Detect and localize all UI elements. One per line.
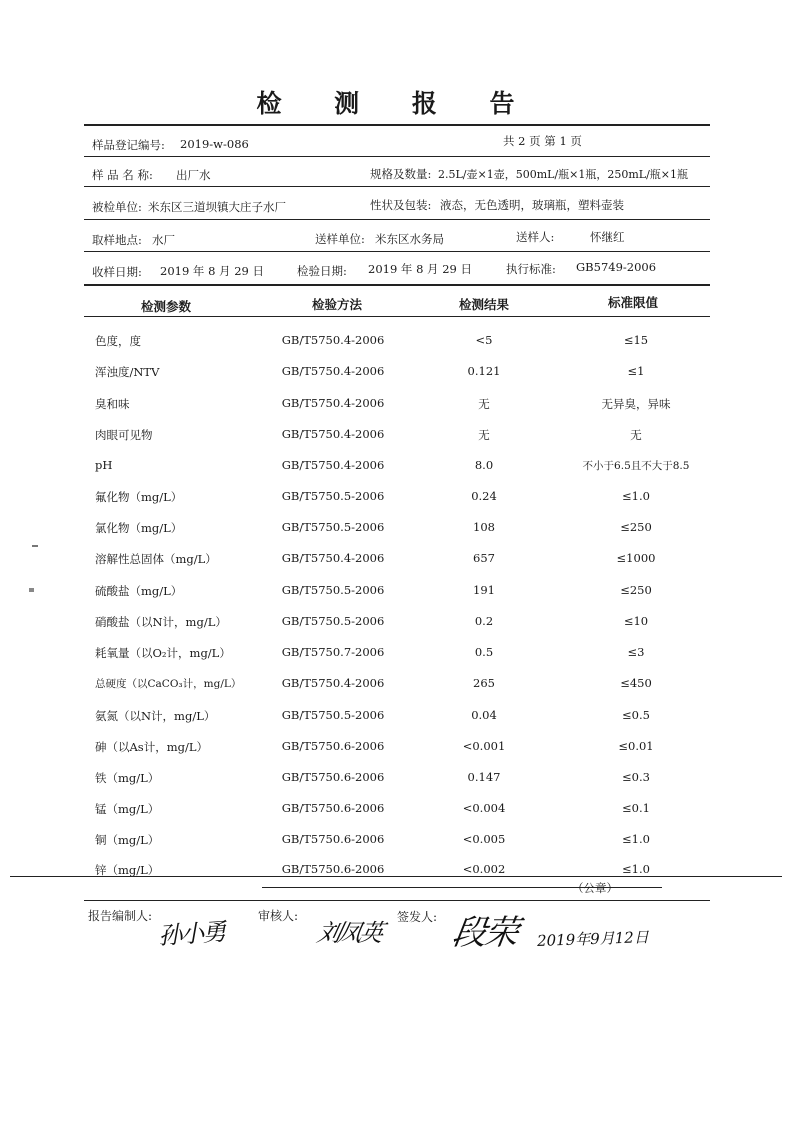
method-cell: GB/T5750.7-2006 <box>281 645 385 659</box>
method-cell: GB/T5750.6-2006 <box>281 739 385 753</box>
param-cell: 溶解性总固体（mg/L） <box>95 552 217 566</box>
reviewer-label: 审核人: <box>258 909 299 923</box>
test-date-label: 检验日期: <box>297 264 347 278</box>
limit-cell: ≤0.5 <box>622 708 650 722</box>
param-cell: 耗氧量（以O₂计，mg/L） <box>95 646 231 660</box>
result-cell: 0.04 <box>471 708 497 722</box>
method-cell: GB/T5750.4-2006 <box>281 676 385 690</box>
method-cell: GB/T5750.5-2006 <box>281 583 385 597</box>
submit-unit-label: 送样单位: <box>315 232 365 246</box>
table-row <box>0 489 793 509</box>
table-row <box>0 645 793 665</box>
info-rule <box>84 186 710 187</box>
param-cell: 臭和味 <box>95 397 130 411</box>
result-cell: <5 <box>475 333 493 347</box>
result-cell: 191 <box>473 583 495 597</box>
result-cell: 265 <box>473 676 495 690</box>
table-row <box>0 862 793 882</box>
param-cell: pH <box>95 458 113 472</box>
table-row <box>0 520 793 540</box>
table-row <box>0 770 793 790</box>
spec-label: 规格及数量: <box>370 167 432 181</box>
limit-cell: 不小于6.5且不大于8.5 <box>582 460 690 472</box>
limit-cell: ≤1.0 <box>622 862 650 876</box>
limit-cell: ≤250 <box>620 583 652 597</box>
editor-label: 报告编制人: <box>88 909 153 923</box>
nature-label: 性状及包装: <box>370 198 432 212</box>
issuer-signature-text: 段荣 <box>449 913 520 953</box>
receive-date-value: 2019 年 8 月 29 日 <box>160 264 264 278</box>
nature-value: 液态，无色透明，玻璃瓶，塑料壶装 <box>440 198 624 212</box>
method-cell: GB/T5750.5-2006 <box>281 614 385 628</box>
limit-cell: ≤1 <box>627 364 645 378</box>
result-cell: 0.24 <box>471 489 497 503</box>
submit-unit-value: 米东区水务局 <box>375 232 444 246</box>
limit-cell: ≤250 <box>620 520 652 534</box>
result-cell: 0.147 <box>467 770 501 784</box>
table-row <box>0 396 793 416</box>
scan-mark <box>32 543 40 551</box>
info-rule <box>84 156 710 157</box>
table-header-rule <box>84 316 710 317</box>
limit-cell: ≤1000 <box>616 551 656 565</box>
param-cell: 肉眼可见物 <box>95 428 153 442</box>
scan-mark <box>29 586 37 596</box>
inspected-unit-label: 被检单位: <box>92 200 142 214</box>
limit-cell: ≤10 <box>623 614 649 628</box>
table-row <box>0 364 793 384</box>
param-cell: 色度，度 <box>95 334 141 348</box>
method-cell: GB/T5750.4-2006 <box>281 551 385 565</box>
table-row <box>0 676 793 696</box>
param-cell: 硫酸盐（mg/L） <box>95 584 183 598</box>
info-rule <box>84 251 710 252</box>
limit-cell: ≤1.0 <box>622 489 650 503</box>
method-cell: GB/T5750.4-2006 <box>281 396 385 410</box>
table-row <box>0 708 793 728</box>
page-info: 共 2 页 第 1 页 <box>503 134 582 148</box>
table-row <box>0 614 793 634</box>
sampling-site-label: 取样地点: <box>92 233 142 247</box>
method-cell: GB/T5750.5-2006 <box>281 708 385 722</box>
standard-value: GB5749-2006 <box>576 260 657 274</box>
result-cell: 108 <box>473 520 495 534</box>
top-rule <box>84 124 710 126</box>
method-cell: GB/T5750.5-2006 <box>281 520 385 534</box>
report-title: 检 测 报 告 <box>256 89 537 118</box>
result-cell: <0.002 <box>462 862 506 876</box>
method-cell: GB/T5750.4-2006 <box>281 333 385 347</box>
param-cell: 总硬度（以CaCO₃计，mg/L） <box>95 678 242 690</box>
issuer-signature <box>449 905 520 954</box>
inspected-unit-value: 米东区三道坝镇大庄子水厂 <box>148 200 286 214</box>
sample-name-label: 样 品 名 称: <box>92 168 153 182</box>
result-cell: 0.2 <box>474 614 494 628</box>
method-cell: GB/T5750.6-2006 <box>281 801 385 815</box>
method-cell: GB/T5750.6-2006 <box>281 770 385 784</box>
result-cell: 0.5 <box>474 645 494 659</box>
limit-cell: ≤0.1 <box>622 801 650 815</box>
limit-cell: ≤3 <box>627 645 645 659</box>
table-top-rule <box>84 284 710 286</box>
limit-cell: ≤450 <box>620 676 652 690</box>
col-header-method: 检验方法 <box>311 297 363 312</box>
sampling-site-value: 水厂 <box>152 233 175 247</box>
param-cell: 氟化物（mg/L） <box>95 490 183 504</box>
table-row <box>0 583 793 603</box>
sample-no-label: 样品登记编号: <box>92 138 165 152</box>
submitter-value: 怀继红 <box>590 230 625 244</box>
table-row <box>0 832 793 852</box>
table-bottom-rule <box>10 876 782 877</box>
reviewer-signature <box>314 913 384 948</box>
submitter-label: 送样人: <box>516 230 555 244</box>
sample-no-value: 2019-w-086 <box>180 137 249 151</box>
param-cell: 砷（以As计，mg/L） <box>95 740 208 754</box>
issue-date-handwritten <box>537 928 649 949</box>
method-cell: GB/T5750.4-2006 <box>281 364 385 378</box>
result-cell: <0.001 <box>462 739 506 753</box>
table-row <box>0 551 793 571</box>
table-row <box>0 333 793 353</box>
method-cell: GB/T5750.6-2006 <box>281 832 385 846</box>
param-cell: 锰（mg/L） <box>95 802 160 816</box>
param-cell: 铜（mg/L） <box>95 833 160 847</box>
sample-name-value: 出厂水 <box>176 168 211 182</box>
editor-signature <box>158 914 224 949</box>
limit-cell: ≤0.3 <box>622 770 650 784</box>
result-cell: <0.004 <box>462 801 506 815</box>
param-cell: 氯化物（mg/L） <box>95 521 183 535</box>
limit-cell: ≤15 <box>623 333 649 347</box>
param-cell: 锌（mg/L） <box>95 863 160 877</box>
scan-dot-icon <box>29 586 37 594</box>
param-cell: 氨氮（以N计，mg/L） <box>95 709 216 723</box>
standard-label: 执行标准: <box>506 262 556 276</box>
param-cell: 铁（mg/L） <box>95 771 160 785</box>
method-cell: GB/T5750.5-2006 <box>281 489 385 503</box>
limit-cell: 无 <box>630 428 642 442</box>
result-cell: 0.121 <box>467 364 501 378</box>
method-cell: GB/T5750.4-2006 <box>281 427 385 441</box>
param-cell: 硝酸盐（以N计，mg/L） <box>95 615 227 629</box>
table-row <box>0 801 793 821</box>
result-cell: 无 <box>478 428 490 442</box>
table-row <box>0 427 793 447</box>
col-header-result: 检测结果 <box>458 297 510 312</box>
col-header-limit: 标准限值 <box>607 295 659 310</box>
issue-date-text: 2019年9月12日 <box>536 928 650 950</box>
spec-value: 2.5L/壶×1壶，500mL/瓶×1瓶，250mL/瓶×1瓶 <box>438 168 689 181</box>
result-cell: <0.005 <box>462 832 506 846</box>
issuer-label: 签发人: <box>397 910 438 924</box>
scan-dot-icon <box>32 543 40 549</box>
limit-cell: 无异臭，异味 <box>601 397 671 411</box>
limit-cell: ≤1.0 <box>622 832 650 846</box>
reviewer-signature-text: 刘凤英 <box>314 919 384 947</box>
receive-date-label: 收样日期: <box>92 265 142 279</box>
seal-note: （公章） <box>572 881 618 895</box>
col-header-param: 检测参数 <box>140 299 192 314</box>
table-row <box>0 458 793 478</box>
table-row <box>0 739 793 759</box>
result-cell: 无 <box>478 397 490 411</box>
method-cell: GB/T5750.6-2006 <box>281 862 385 876</box>
result-cell: 8.0 <box>474 458 494 472</box>
info-rule <box>84 219 710 220</box>
editor-signature-text: 孙小勇 <box>157 917 226 951</box>
test-date-value: 2019 年 8 月 29 日 <box>368 262 472 276</box>
limit-cell: ≤0.01 <box>618 739 654 753</box>
footer-rule <box>84 900 710 901</box>
method-cell: GB/T5750.4-2006 <box>281 458 385 472</box>
result-cell: 657 <box>473 551 495 565</box>
param-cell: 浑浊度/NTV <box>95 365 160 379</box>
